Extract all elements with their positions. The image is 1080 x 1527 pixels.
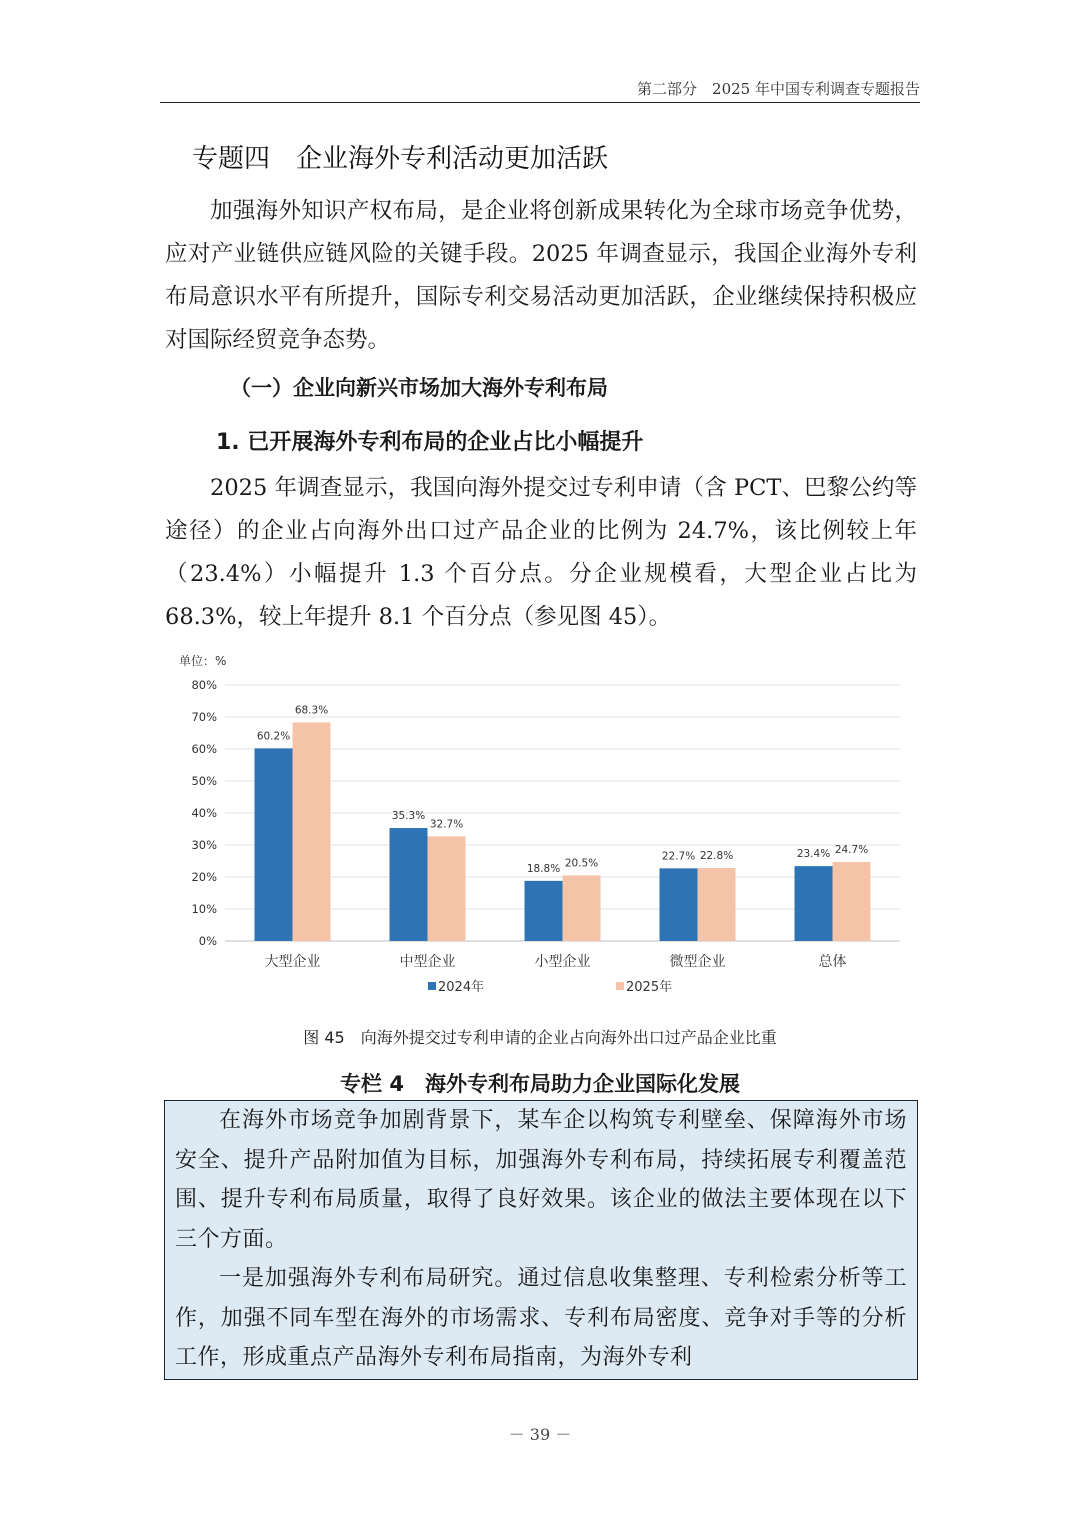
data-label: 68.3%	[294, 704, 329, 717]
legend-swatch	[616, 982, 624, 990]
y-tick-label: 10%	[191, 902, 217, 916]
bar-2024年-中型企业	[390, 828, 428, 941]
data-label: 22.7%	[661, 850, 696, 863]
bar-2025年-中型企业	[428, 836, 466, 941]
data-label: 24.7%	[834, 843, 869, 856]
y-tick-label: 80%	[191, 678, 217, 692]
y-tick-label: 0%	[198, 934, 217, 948]
y-tick-label: 70%	[191, 710, 217, 724]
intro-paragraph: 加强海外知识产权布局，是企业将创新成果转化为全球市场竞争优势，应对产业链供应链风险的关键手段。2025 年调查显示，我国企业海外专利布局意识水平有所提升，国际专利交易活动更加活跃，企业继续保持积极应对国际经贸竞争态势。	[165, 198, 917, 353]
case-box	[164, 1100, 918, 1380]
x-tick-label: 微型企业	[669, 954, 726, 970]
legend-label: 2024年	[438, 980, 485, 995]
bar-2025年-大型企业	[293, 722, 331, 941]
subheading: （一）企业向新兴市场加大海外专利布局	[230, 376, 608, 400]
legend-label: 2025年	[626, 980, 673, 995]
y-tick-label: 20%	[191, 870, 217, 884]
subsubheading: 1. 已开展海外专利布局的企业占比小幅提升	[216, 430, 644, 455]
y-tick-label: 60%	[191, 742, 217, 756]
running-header	[160, 78, 920, 103]
data-label: 23.4%	[796, 848, 831, 861]
data-label: 32.7%	[429, 818, 464, 831]
box-title: 专栏 4 海外专利布局助力企业国际化发展	[340, 1072, 740, 1096]
y-tick-label: 50%	[191, 774, 217, 788]
data-label: 35.3%	[391, 810, 426, 823]
bar-2025年-总体	[833, 862, 871, 941]
data-label: 18.8%	[526, 862, 561, 875]
data-label: 60.2%	[256, 730, 291, 743]
running-header-title: 第二部分 2025 年中国专利调查专题报告	[637, 80, 920, 98]
y-tick-label: 40%	[191, 806, 217, 820]
page-number: － 39 －	[508, 1425, 572, 1444]
data-label: 22.8%	[699, 850, 734, 863]
legend-swatch	[428, 982, 436, 990]
x-tick-label: 中型企业	[399, 954, 456, 970]
figure-caption: 图 45 向海外提交过专利申请的企业占向海外出口过产品企业比重	[303, 1028, 777, 1047]
x-tick-label: 小型企业	[534, 954, 591, 970]
bar-chart	[170, 645, 910, 1015]
bar-2024年-大型企业	[255, 748, 293, 941]
box-paragraph: 一是加强海外专利布局研究。通过信息收集整理、专利检索分析等工作，加强不同车型在海外的市场需求、专利布局密度、竞争对手等的分析工作，形成重点产品海外专利布局指南，为海外专利	[175, 1266, 907, 1370]
bar-2024年-小型企业	[525, 881, 563, 941]
section-title: 专题四 企业海外专利活动更加活跃	[192, 144, 609, 174]
bar-2025年-小型企业	[563, 875, 601, 941]
data-label: 20.5%	[564, 857, 599, 870]
body-paragraph: 2025 年调查显示，我国向海外提交过专利申请（含 PCT、巴黎公约等途径）的企业占向海外出口过产品企业的比例为 24.7%，该比例较上年（23.4%）小幅提升 1.3 个百分点。分企业规模看，大型企业占比为 68.3%，较上年提升 8.1 个百分点（参见图 45）。	[165, 475, 917, 630]
bar-2025年-微型企业	[698, 868, 736, 941]
bar-2024年-总体	[795, 866, 833, 941]
y-tick-label: 30%	[191, 838, 217, 852]
box-paragraph: 在海外市场竞争加剧背景下，某车企以构筑专利壁垒、保障海外市场安全、提升产品附加值为目标，加强海外专利布局，持续拓展专利覆盖范围、提升专利布局质量，取得了良好效果。该企业的做法主要体现在以下三个方面。	[175, 1108, 907, 1252]
x-tick-label: 总体	[818, 954, 847, 970]
chart-unit-label: 单位：%	[179, 654, 227, 668]
bar-2024年-微型企业	[660, 868, 698, 941]
x-tick-label: 大型企业	[264, 954, 321, 970]
